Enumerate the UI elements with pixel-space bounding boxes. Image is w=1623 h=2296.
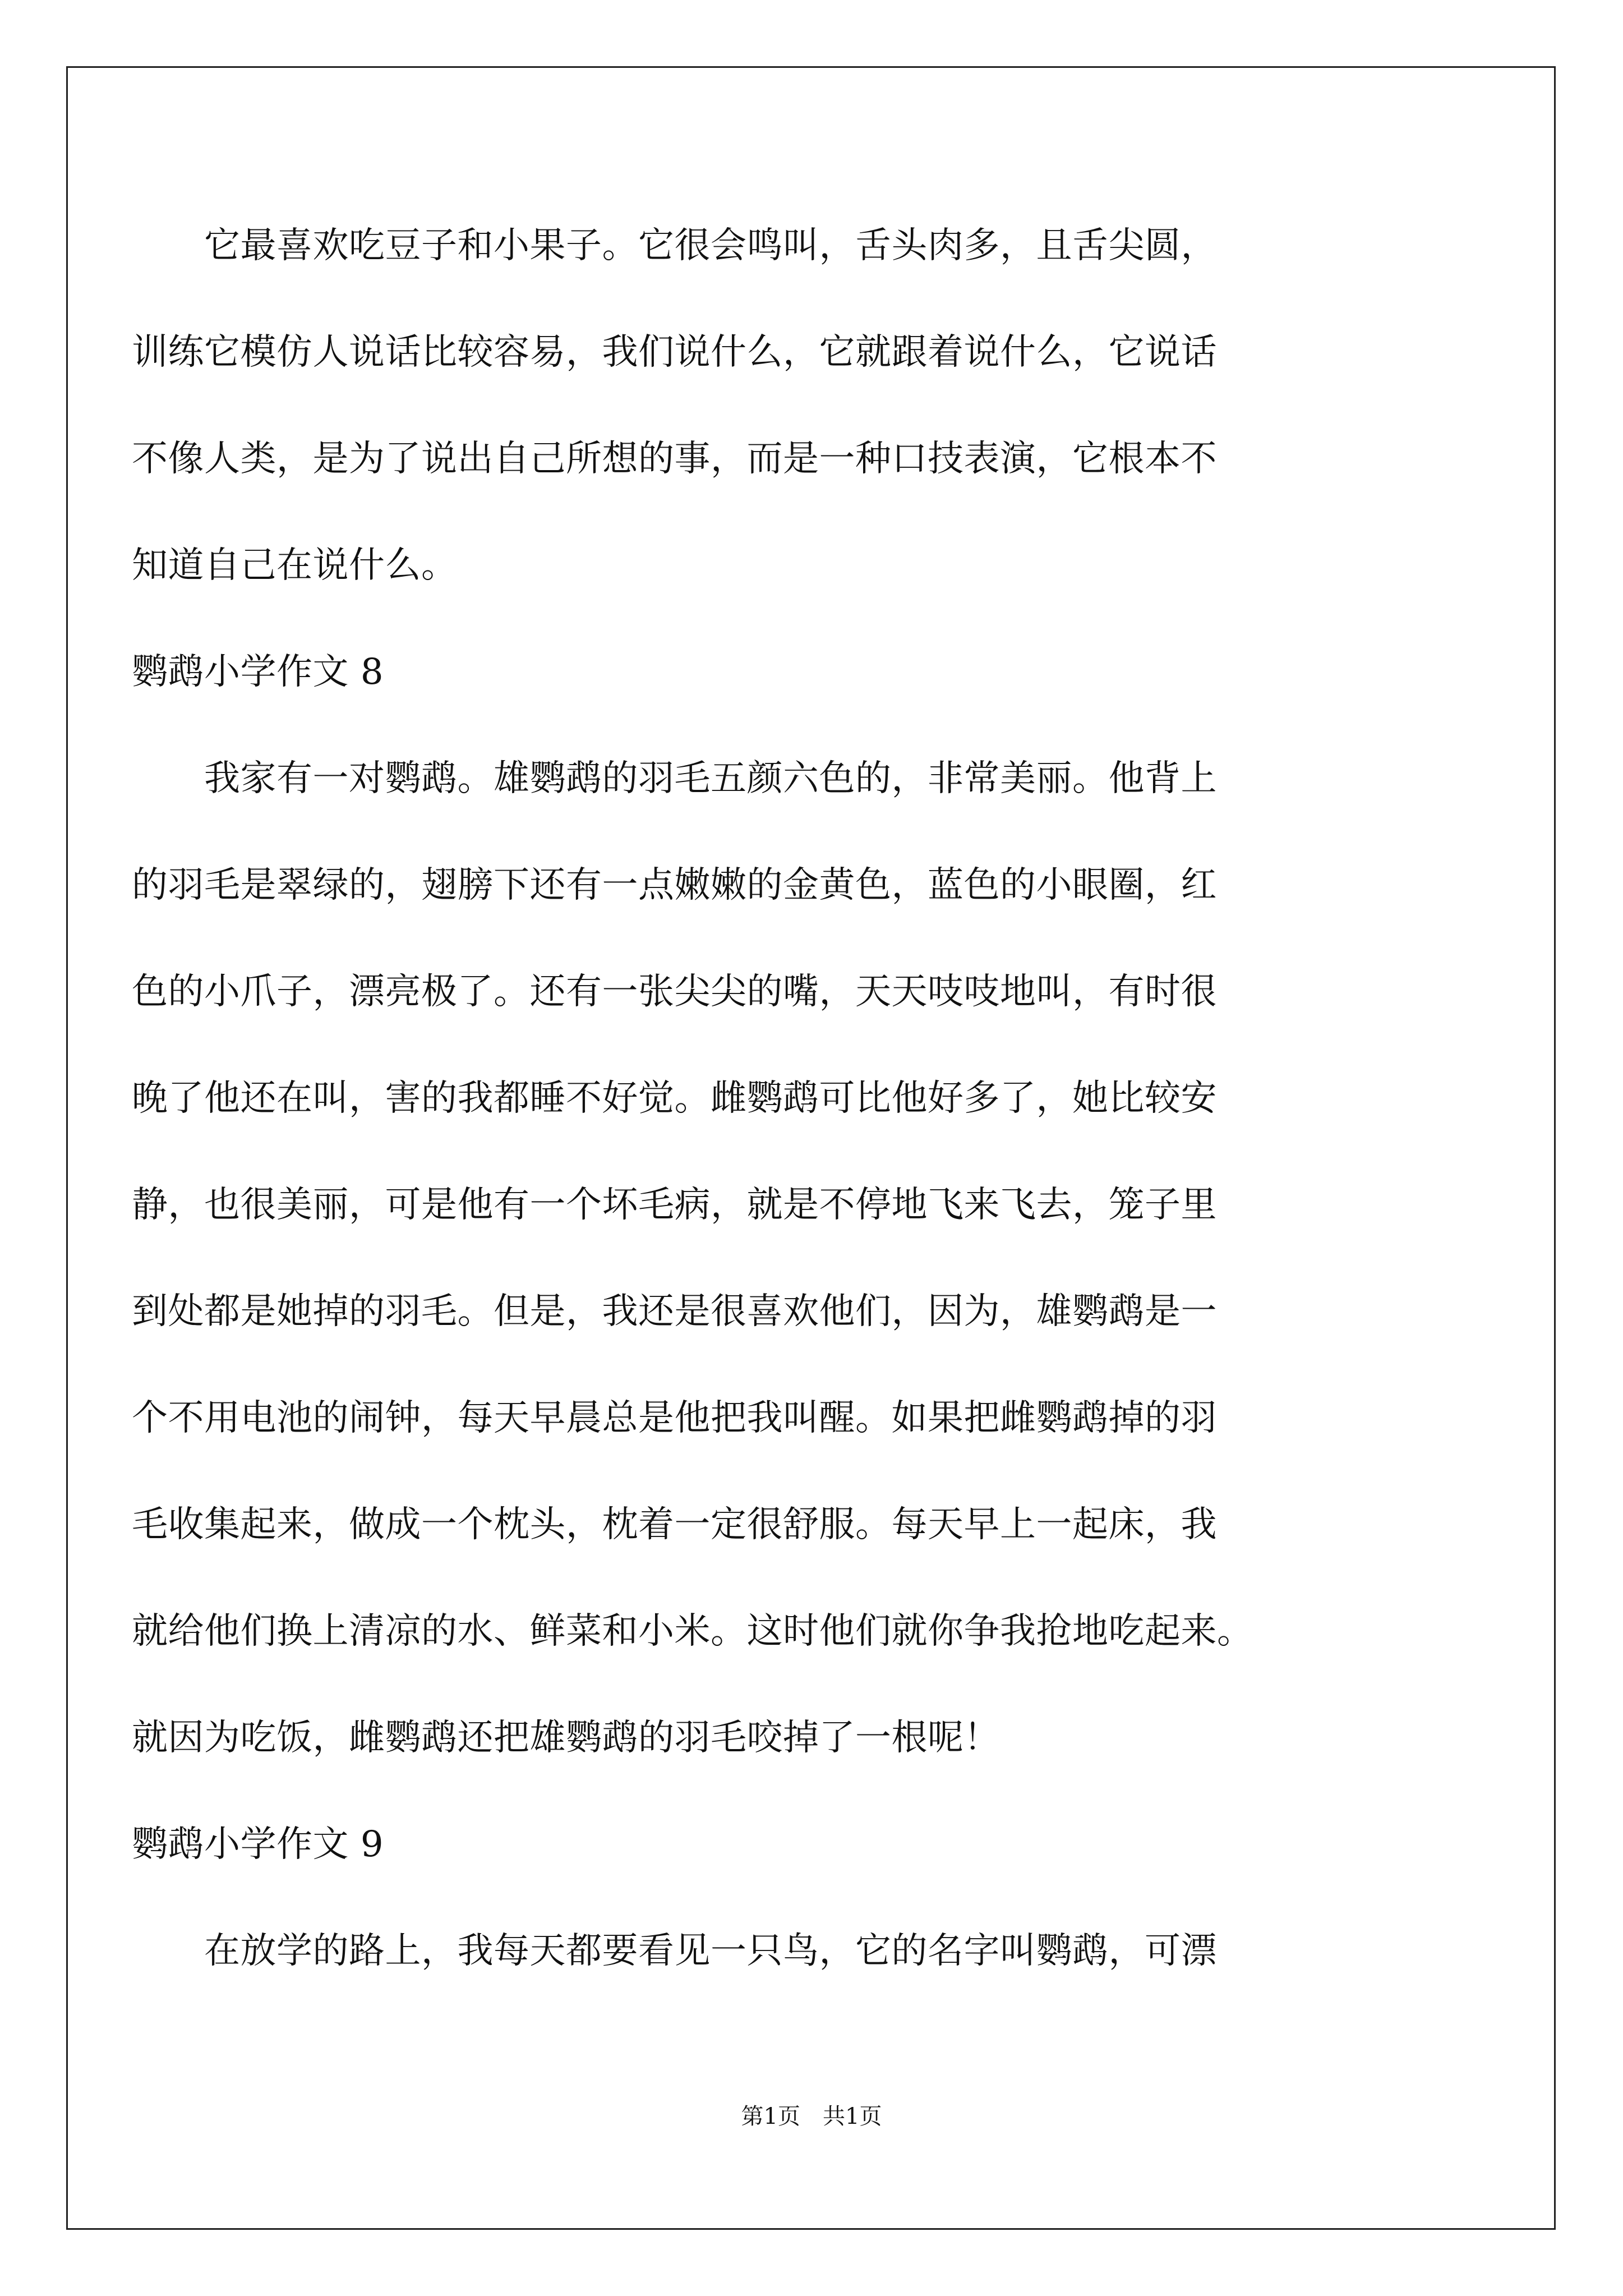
body-line-1: 它最喜欢吃豆子和小果子。它很会鸣叫，舌头肉多，且舌尖圆，: [132, 225, 1217, 266]
body-line-8: 色的小爪子，漂亮极了。还有一张尖尖的嘴，天天吱吱地叫，有时很: [132, 971, 1217, 1013]
body-line-11: 到处都是她掉的羽毛。但是，我还是很喜欢他们，因为，雄鹦鹉是一: [132, 1291, 1217, 1332]
page-number-footer: 第1页 共1页: [741, 2104, 882, 2129]
section-heading-8: 鹦鹉小学作文 8: [132, 651, 384, 693]
body-line-14: 就给他们换上清凉的水、鲜菜和小米。这时他们就你争我抢地吃起来。: [132, 1611, 1253, 1652]
body-line-10: 静，也很美丽，可是他有一个坏毛病，就是不停地飞来飞去，笼子里: [132, 1184, 1217, 1226]
body-line-9: 晚了他还在叫，害的我都睡不好觉。雌鹦鹉可比他好多了，她比较安: [132, 1078, 1217, 1119]
body-line-4: 知道自己在说什么。: [132, 545, 458, 586]
body-line-3: 不像人类，是为了说出自己所想的事，而是一种口技表演，它根本不: [132, 438, 1217, 480]
section-heading-9: 鹦鹉小学作文 9: [132, 1824, 384, 1865]
body-line-17: 在放学的路上，我每天都要看见一只鸟，它的名字叫鹦鹉，可漂: [132, 1930, 1217, 1972]
body-line-15: 就因为吃饭，雌鹦鹉还把雄鹦鹉的羽毛咬掉了一根呢！: [132, 1717, 1000, 1759]
page-border: [66, 66, 1556, 2230]
body-line-7: 的羽毛是翠绿的，翅膀下还有一点嫩嫩的金黄色，蓝色的小眼圈，红: [132, 864, 1217, 906]
body-line-12: 个不用电池的闹钟，每天早晨总是他把我叫醒。如果把雌鹦鹉掉的羽: [132, 1397, 1217, 1439]
body-line-13: 毛收集起来，做成一个枕头，枕着一定很舒服。每天早上一起床，我: [132, 1504, 1217, 1545]
body-line-2: 训练它模仿人说话比较容易，我们说什么，它就跟着说什么，它说话: [132, 332, 1217, 373]
body-line-6: 我家有一对鹦鹉。雄鹦鹉的羽毛五颜六色的，非常美丽。他背上: [132, 758, 1217, 799]
